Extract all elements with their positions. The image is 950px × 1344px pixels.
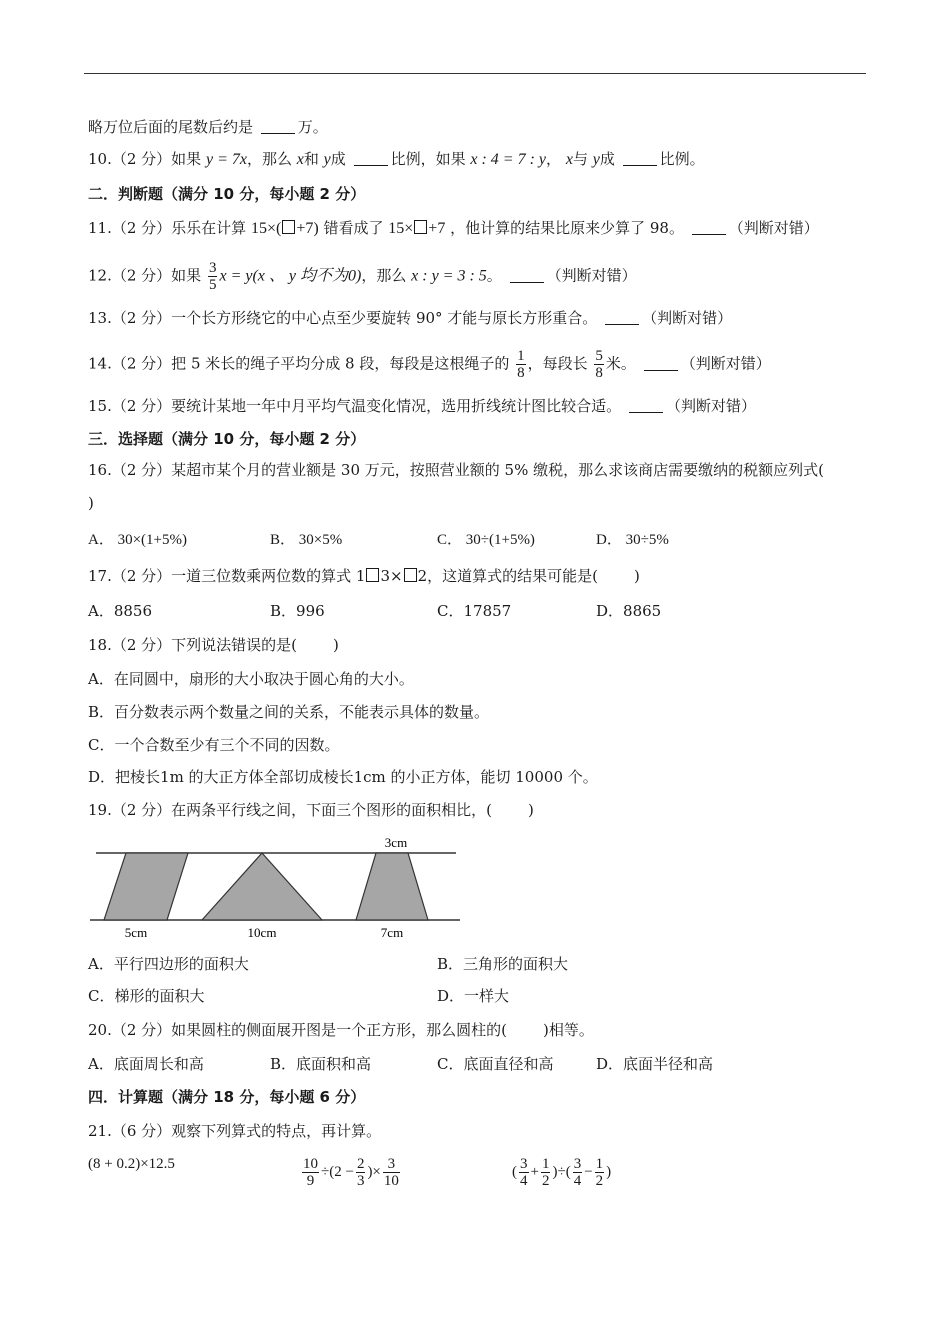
question-11: 11.（2 分）乐乐在计算 15×( +7) 错看成了 15× +7 ，他计算的结果比原来少算了 98。 （判断对错） <box>88 219 819 237</box>
q17-option-a[interactable]: A．8856 <box>88 602 153 620</box>
answer-blank[interactable] <box>644 356 678 371</box>
parallelogram-base-label: 5cm <box>124 925 148 940</box>
answer-blank[interactable] <box>623 151 657 166</box>
q19-option-b[interactable]: B．三角形的面积大 <box>437 955 569 973</box>
q16-option-d[interactable]: D． 30÷5% <box>596 532 669 548</box>
question-18: 18.（2 分）下列说法错误的是( ) <box>88 636 339 654</box>
q18-option-d[interactable]: D．把棱长1m 的大正方体全部切成棱长1cm 的小正方体，能切 10000 个。 <box>88 768 598 786</box>
square-icon <box>404 568 417 582</box>
q9-tail: 略万位后面的尾数后约是 万。 <box>88 118 328 136</box>
q19-option-c[interactable]: C．梯形的面积大 <box>88 987 205 1005</box>
fraction: $\frac{1}{8}$ <box>517 348 525 381</box>
top-label: 3cm <box>384 835 408 850</box>
question-21: 21.（6 分）观察下列算式的特点，再计算。 <box>88 1122 382 1140</box>
triangle-shape <box>202 853 322 920</box>
section-3-title: 三．选择题（满分 10 分，每小题 2 分） <box>88 430 366 448</box>
question-17: 17.（2 分）一道三位数乘两位数的算式 1 3× 2，这道算式的结果可能是( ) <box>88 567 640 585</box>
answer-blank[interactable] <box>692 220 726 235</box>
trapezoid-shape <box>356 853 428 920</box>
answer-blank[interactable] <box>510 268 544 283</box>
shapes-diagram <box>88 832 468 944</box>
shapes-figure <box>88 832 468 948</box>
question-19: 19.（2 分）在两条平行线之间，下面三个图形的面积相比，( ) <box>88 801 534 819</box>
question-15: 15.（2 分）要统计某地一年中月平均气温变化情况，选用折线统计图比较合适。 （判断对错） <box>88 397 756 415</box>
question-13: 13.（2 分）一个长方形绕它的中心点至少要旋转 90° 才能与原长方形重合。 （判断对错） <box>88 309 733 327</box>
q17-option-c[interactable]: C．17857 <box>437 602 512 620</box>
q16-option-b[interactable]: B． 30×5% <box>270 532 343 548</box>
q20-option-a[interactable]: A．底面周长和高 <box>88 1055 204 1073</box>
q16-option-a[interactable]: A． 30×(1+5%) <box>88 532 187 548</box>
section-4-title: 四．计算题（满分 18 分，每小题 6 分） <box>88 1088 366 1106</box>
q20-option-c[interactable]: C．底面直径和高 <box>437 1055 554 1073</box>
fraction: $\frac{3}{5}$ <box>208 260 217 293</box>
q18-option-b[interactable]: B．百分数表示两个数量之间的关系，不能表示具体的数量。 <box>88 703 490 721</box>
calc-expression-3: ( $\frac{3}{4}$ + $\frac{1}{2}$ )÷( $\frac{3}{4}$ − $\frac{1}{2}$ ) <box>512 1156 612 1189</box>
question-14: 14.（2 分）把 5 米长的绳子平均分成 8 段，每段是这根绳子的 $\frac{1}{8}$ ，每段长 $\frac{5}{8}$ 米。 （判断对错） <box>88 348 771 381</box>
square-icon <box>414 220 427 234</box>
answer-blank[interactable] <box>629 398 663 413</box>
trapezoid-base-label: 7cm <box>380 925 404 940</box>
section-2-title: 二．判断题（满分 10 分，每小题 2 分） <box>88 185 366 203</box>
q19-option-d[interactable]: D．一样大 <box>437 987 510 1005</box>
answer-blank[interactable] <box>354 151 388 166</box>
q17-option-d[interactable]: D．8865 <box>596 602 662 620</box>
q16-option-c[interactable]: C． 30÷(1+5%) <box>437 532 535 548</box>
answer-blank[interactable] <box>261 119 295 134</box>
q19-option-a[interactable]: A．平行四边形的面积大 <box>88 955 249 973</box>
q20-option-d[interactable]: D．底面半径和高 <box>596 1055 714 1073</box>
question-16: 16.（2 分）某超市某个月的营业额是 30 万元，按照营业额的 5% 缴税，那么求该商店需要缴纳的税额应列式() <box>88 461 824 512</box>
square-icon <box>282 220 295 234</box>
answer-blank[interactable] <box>605 310 639 325</box>
q20-option-b[interactable]: B．底面积和高 <box>270 1055 372 1073</box>
calc-expression-1: (8 + 0.2)×12.5 <box>88 1156 175 1172</box>
parallelogram-shape <box>104 853 188 920</box>
q18-option-c[interactable]: C．一个合数至少有三个不同的因数。 <box>88 736 340 754</box>
question-20: 20.（2 分）如果圆柱的侧面展开图是一个正方形，那么圆柱的( )相等。 <box>88 1021 594 1039</box>
question-10: 10.（2 分）如果 y = 7x，那么 x和 y成 比例，如果 x : 4 = 7 : y， x与 y成 比例。 <box>88 150 705 168</box>
q17-option-b[interactable]: B．996 <box>270 602 325 620</box>
q18-option-a[interactable]: A．在同圆中，扇形的大小取决于圆心角的大小。 <box>88 670 414 688</box>
fraction: $\frac{5}{8}$ <box>595 348 603 381</box>
calc-expression-2: $\frac{10}{9}$ ÷(2 − $\frac{2}{3}$ )× $\frac{3}{10}$ <box>303 1156 399 1189</box>
header-rule <box>84 73 866 74</box>
square-icon <box>366 568 379 582</box>
question-12: 12.（2 分）如果 $\frac{3}{5}$ x = y(x 、 y 均不为0)，那么 x : y = 3 : 5。 （判断对错） <box>88 260 637 293</box>
triangle-base-label: 10cm <box>247 925 277 940</box>
